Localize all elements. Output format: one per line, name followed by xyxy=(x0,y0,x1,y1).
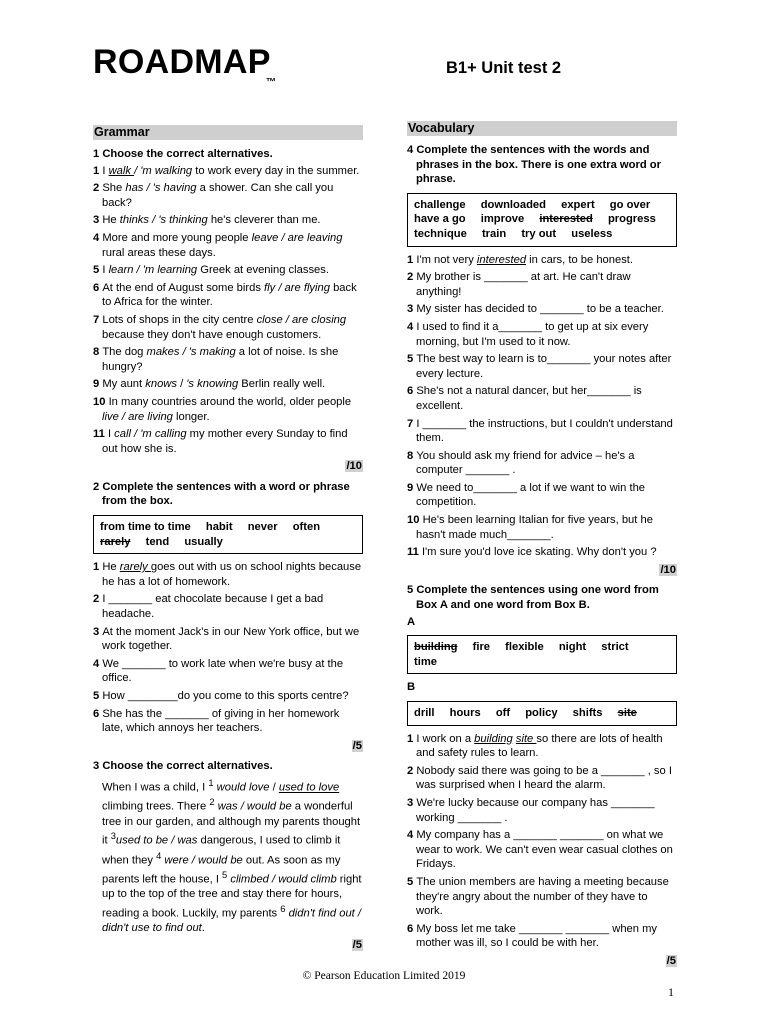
box-word: rarely xyxy=(100,535,131,548)
question-text: I used to find it a_______ to get up at six every morning, but I'm used to it now. xyxy=(416,320,649,348)
ex3-score-value: /5 xyxy=(352,938,362,951)
question-number: 2 xyxy=(407,764,417,777)
question-text: I learn / 'm learning Greek at evening classes. xyxy=(102,264,329,277)
question-text: We _______ to work late when we're busy at the office. xyxy=(102,657,344,685)
question-text: He thinks / 's thinking he's cleverer than me. xyxy=(102,214,321,227)
question-text: At the moment Jack's in our New York office, but we work together. xyxy=(102,625,360,653)
box-word: interested xyxy=(539,213,593,226)
question-text: I call / 'm calling my mother every Sunday to find out how she is. xyxy=(102,428,348,455)
question-number: 9 xyxy=(407,481,417,494)
question-number: 6 xyxy=(407,385,417,398)
question-item xyxy=(93,592,363,621)
vocabulary-heading: Vocabulary xyxy=(407,121,677,136)
box-b-label: B xyxy=(407,681,416,694)
question-text: I'm sure you'd love ice skating. Why don't you ? xyxy=(421,546,657,559)
question-number: 6 xyxy=(93,281,103,294)
question-item xyxy=(407,545,677,560)
box-word: never xyxy=(247,521,278,534)
question-number: 8 xyxy=(93,346,103,359)
question-item xyxy=(407,253,677,268)
question-text: My boss let me take _______ _______ when my mother was ill, so I could be with her. xyxy=(416,922,658,950)
box-word: drill xyxy=(414,707,435,719)
box-word: policy xyxy=(525,707,558,719)
question-item xyxy=(407,384,677,413)
question-number: 3 xyxy=(407,303,417,316)
roadmap-logo: ROADMAP xyxy=(93,43,271,81)
box-word: from time to time xyxy=(100,521,191,534)
vocabulary-column xyxy=(407,121,677,975)
box-word: usually xyxy=(184,535,223,548)
question-number: 7 xyxy=(93,313,103,326)
ex2-score xyxy=(93,739,363,754)
box-word: time xyxy=(414,655,438,668)
question-item xyxy=(93,313,363,342)
ex4-word-box xyxy=(407,193,677,247)
box-word: train xyxy=(481,227,507,240)
question-number: 1 xyxy=(93,164,103,177)
question-number: 1 xyxy=(407,253,417,266)
ex5-list xyxy=(407,732,677,951)
ex2-instruction: 2 Complete the sentences with a word or phrase from the box. xyxy=(93,480,350,508)
question-item xyxy=(407,764,677,793)
question-number: 6 xyxy=(93,707,103,720)
ex4-score xyxy=(407,563,677,578)
box-word: flexible xyxy=(505,641,544,654)
box-word: building xyxy=(414,641,458,654)
question-number: 3 xyxy=(407,796,417,809)
question-number: 4 xyxy=(407,829,417,842)
ex4-list xyxy=(407,253,677,560)
question-number: 4 xyxy=(407,320,417,333)
question-number: 8 xyxy=(407,449,417,462)
question-item xyxy=(407,513,677,542)
question-item xyxy=(93,281,363,310)
question-text: In many countries around the world, older people live / are living longer. xyxy=(102,395,352,423)
question-text: I _______ eat chocolate because I get a bad headache. xyxy=(102,593,324,621)
ex5-box-a xyxy=(407,635,677,674)
question-number: 9 xyxy=(93,378,103,391)
question-item xyxy=(93,377,363,392)
question-number: 4 xyxy=(93,657,103,670)
trademark-symbol: ™ xyxy=(266,77,276,88)
box-word: improve xyxy=(480,213,525,226)
question-item xyxy=(93,231,363,260)
question-item xyxy=(93,625,363,654)
box-word: go over xyxy=(609,198,651,211)
box-word: habit xyxy=(205,521,233,534)
question-item xyxy=(93,560,363,589)
question-item xyxy=(407,417,677,446)
question-item xyxy=(407,796,677,825)
box-word: often xyxy=(292,521,321,534)
ex5-box-b xyxy=(407,701,677,726)
box-word: progress xyxy=(607,213,656,226)
question-number: 5 xyxy=(93,690,103,702)
question-item xyxy=(407,352,677,381)
question-text: The dog makes / 's making a lot of noise. Is she hungry? xyxy=(102,346,339,373)
question-text: More and more young people leave / are leaving rural areas these days. xyxy=(102,231,343,259)
question-item xyxy=(407,270,677,299)
box-a-label: A xyxy=(407,615,416,628)
question-text: She has the _______ of giving in her homework late, which annoys her teachers. xyxy=(102,707,340,735)
question-item xyxy=(93,657,363,686)
question-item xyxy=(93,181,363,210)
question-item xyxy=(93,427,363,456)
question-text: She's not a natural dancer, but her_______ is excellent. xyxy=(416,385,642,412)
grammar-column xyxy=(93,125,363,958)
ex3-instruction: 3 Choose the correct alternatives. xyxy=(93,760,273,773)
ex5-score xyxy=(407,954,677,969)
ex5-score-value: /5 xyxy=(666,954,676,967)
question-item xyxy=(407,449,677,478)
box-word: shifts xyxy=(572,707,603,719)
question-text: He rarely goes out with us on school nights because he has a lot of homework. xyxy=(102,561,362,588)
box-word: strict xyxy=(601,641,629,654)
box-word: downloaded xyxy=(480,198,546,211)
question-text: You should ask my friend for advice – he's a computer _______ . xyxy=(416,449,635,477)
question-number: 10 xyxy=(93,395,109,408)
question-number: 5 xyxy=(407,875,417,888)
ex3-paragraph: When I was a child, I $^1$ would love / used to love climbing trees. There $^2$ was / would be a wonderful tree in our garden, and although my parents thought it $^3$used to be / was dangerous, I used to climb it when they $^4$ were / would be out. As soon as my parents left the house, I $^5$ climbed / would climb right up to the top of the tree and stay there for hours, reading a book. Luckily, my parents $^6$ didn't find out / didn't use to find out. xyxy=(102,777,362,935)
question-number: 5 xyxy=(93,264,103,277)
question-text: I walk / 'm walking to work every day in the summer. xyxy=(102,164,360,177)
question-item xyxy=(93,263,363,278)
question-text: We're lucky because our company has _______ working _______ . xyxy=(416,796,655,824)
ex2-word-box xyxy=(93,515,363,554)
box-word: try out xyxy=(521,227,557,240)
box-word: have a go xyxy=(414,213,466,226)
question-item xyxy=(407,732,677,761)
ex2-score-value: /5 xyxy=(352,739,362,752)
question-text: I work on a building site so there are lots of health and safety rules to learn. xyxy=(416,732,663,760)
question-number: 6 xyxy=(407,922,417,935)
question-number: 4 xyxy=(93,231,103,244)
page-title: B1+ Unit test 2 xyxy=(446,59,562,77)
ex1-score xyxy=(93,459,363,474)
question-number: 10 xyxy=(407,514,423,527)
grammar-heading: Grammar xyxy=(93,125,363,140)
question-item xyxy=(93,164,363,179)
question-text: She has / 's having a shower. Can she call you back? xyxy=(102,182,334,209)
box-word: challenge xyxy=(414,198,466,211)
question-item xyxy=(407,302,677,317)
page-number: 1 xyxy=(668,985,674,999)
question-text: My sister has decided to _______ to be a teacher. xyxy=(416,303,664,316)
question-text: The union members are having a meeting because they're angry about the number of they have to work. xyxy=(416,875,669,918)
box-word: night xyxy=(558,641,587,654)
box-word: fire xyxy=(472,641,491,654)
question-item xyxy=(407,481,677,510)
box-word: site xyxy=(617,707,637,719)
question-text: Nobody said there was going to be a _______ , so I was surprised when I heard the alarm. xyxy=(416,764,672,792)
question-text: The best way to learn is to_______ your notes after every lecture. xyxy=(416,353,672,380)
ex2-list xyxy=(93,560,363,736)
question-item xyxy=(93,707,363,736)
question-text: My aunt knows / 's knowing Berlin really well. xyxy=(102,378,326,391)
question-item xyxy=(93,689,363,704)
question-text: At the end of August some birds fly / are flying back to Africa for the winter. xyxy=(102,281,357,309)
ex3-score xyxy=(93,938,363,953)
box-word: tend xyxy=(145,535,170,548)
question-number: 11 xyxy=(93,428,108,441)
ex5-instruction: 5 Complete the sentences using one word from Box A and one word from Box B. xyxy=(407,584,659,612)
question-number: 3 xyxy=(93,214,103,227)
question-item xyxy=(407,320,677,349)
copyright-footer: © Pearson Education Limited 2019 xyxy=(302,970,466,982)
box-word: technique xyxy=(414,227,467,240)
question-text: I'm not very interested in cars, to be honest. xyxy=(416,253,634,266)
ex4-instruction: 4 Complete the sentences with the words and phrases in the box. There is one extra word or phrase. xyxy=(407,144,661,186)
question-text: My company has a _______ _______ on what we wear to work. We can't even wear casual clothes on Fridays. xyxy=(416,829,673,871)
box-word: useless xyxy=(571,227,613,240)
question-text: Lots of shops in the city centre close / are closing because they don't have enough customers. xyxy=(102,313,347,341)
ex1-score-value: /10 xyxy=(346,460,362,473)
question-number: 1 xyxy=(407,732,417,745)
question-text: I _______ the instructions, but I couldn't understand them. xyxy=(416,417,673,445)
question-item xyxy=(93,345,363,374)
question-text: We need to_______ a lot if we want to win the competition. xyxy=(416,481,646,509)
question-text: How ________do you come to this sports centre? xyxy=(102,690,349,702)
question-number: 2 xyxy=(407,271,417,284)
question-item xyxy=(93,213,363,228)
question-number: 2 xyxy=(93,593,103,606)
question-item xyxy=(407,922,677,951)
question-number: 1 xyxy=(93,561,103,574)
question-number: 7 xyxy=(407,417,417,430)
box-word: hours xyxy=(449,707,481,719)
ex1-list xyxy=(93,164,363,457)
question-number: 11 xyxy=(407,546,422,559)
question-text: He's been learning Italian for five years, but he hasn't made much_______. xyxy=(416,514,653,541)
question-number: 3 xyxy=(93,625,103,638)
box-word: expert xyxy=(561,198,595,211)
ex1-instruction: 1 Choose the correct alternatives. xyxy=(93,148,273,160)
ex4-score-value: /10 xyxy=(660,563,676,576)
question-number: 2 xyxy=(93,182,103,195)
question-item xyxy=(407,828,677,872)
question-item xyxy=(93,395,363,424)
question-item xyxy=(407,875,677,919)
question-text: My brother is _______ at art. He can't draw anything! xyxy=(416,271,631,298)
question-number: 5 xyxy=(407,353,417,366)
box-word: off xyxy=(495,707,511,719)
